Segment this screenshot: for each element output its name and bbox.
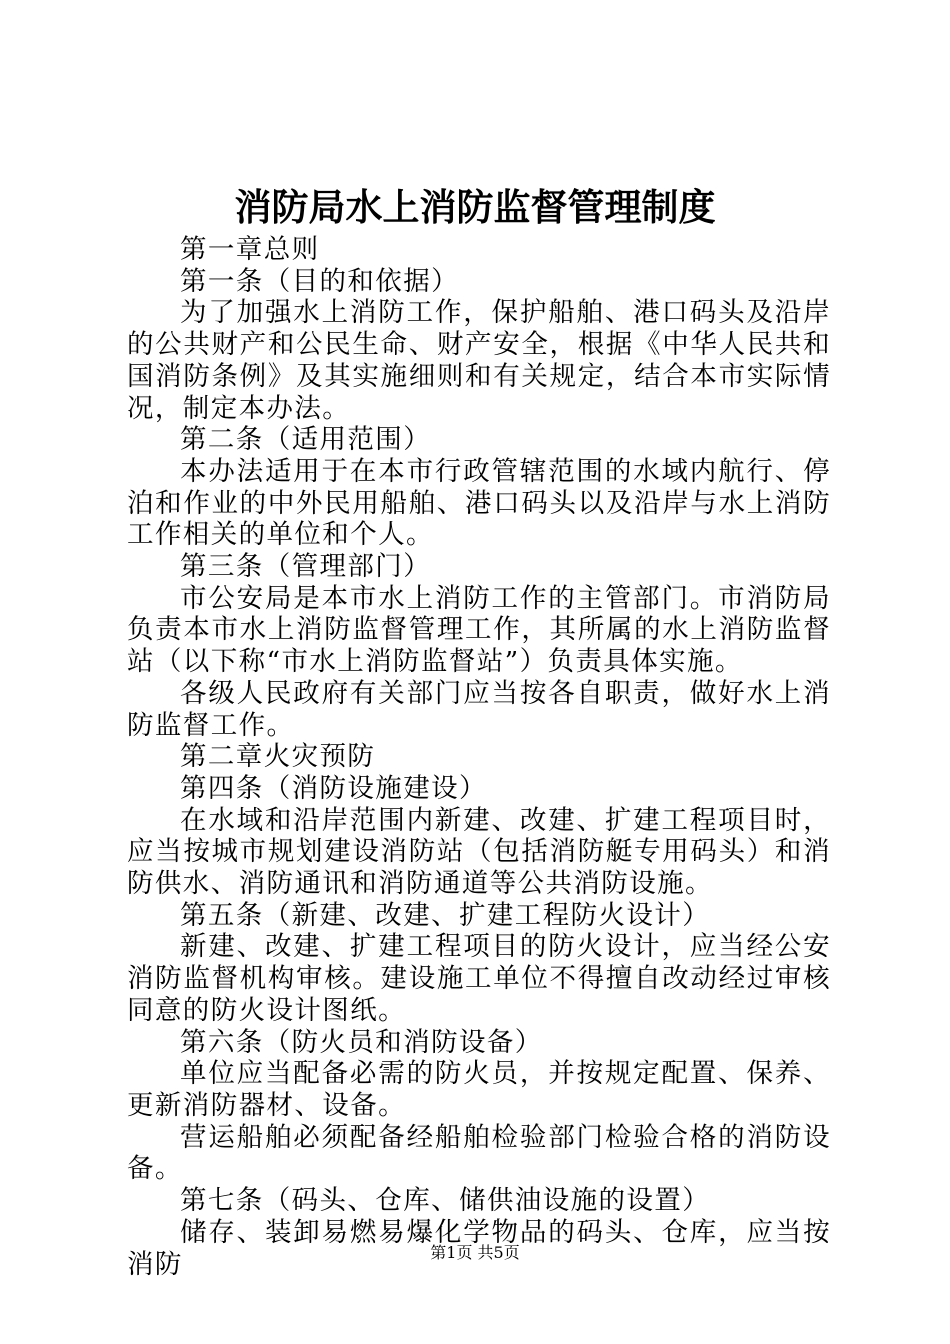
article-heading: 第四条（消防设施建设） [180,772,487,804]
article-heading: 第七条（码头、仓库、储供油设施的设置） [180,1185,711,1217]
body-paragraph: 市公安局是本市水上消防工作的主管部门。市消防局负责本市水上消防监督管理工作，其所属的水上消防监督站（以下称“市水上消防监督站”）负责具体实施。 [127,582,831,678]
article-heading: 第六条（防火员和消防设备） [180,1026,543,1058]
chapter-heading: 第一章总则 [180,234,320,265]
body-paragraph: 营运船舶必须配备经船舶检验部门检验合格的消防设备。 [127,1121,831,1185]
article-heading: 第五条（新建、改建、扩建工程防火设计） [180,899,711,931]
chapter-heading: 第二章火灾预防 [180,741,376,773]
article-heading: 第一条（目的和依据） [180,265,459,297]
body-paragraph: 单位应当配备必需的防火员，并按规定配置、保养、更新消防器材、设备。 [127,1058,831,1121]
body-paragraph: 为了加强水上消防工作，保护船舶、港口码头及沿岸的公共财产和公民生命、财产安全，根据《中华人民共和国消防条例》及其实施细则和有关规定，结合本市实际情况，制定本办法。 [127,297,831,424]
article-heading: 第三条（管理部门） [180,551,432,583]
page-number-footer: 第1页 共5页 [430,1243,520,1262]
article-heading: 第二条（适用范围） [180,424,432,456]
document-title: 消防局水上消防监督管理制度 [234,186,716,229]
body-paragraph: 储存、装卸易燃易爆化学物品的码头、仓库，应当按消防 [127,1216,831,1280]
body-paragraph: 在水域和沿岸范围内新建、改建、扩建工程项目时，应当按城市规划建设消防站（包括消防艇专用码头）和消防供水、消防通讯和消防通道等公共消防设施。 [127,804,831,900]
body-paragraph: 各级人民政府有关部门应当按各自职责，做好水上消防监督工作。 [127,677,831,741]
body-paragraph: 本办法适用于在本市行政管辖范围的水域内航行、停泊和作业的中外民用船舶、港口码头以及沿岸与水上消防工作相关的单位和个人。 [127,455,831,551]
document-body [127,234,831,1280]
body-paragraph: 新建、改建、扩建工程项目的防火设计，应当经公安消防监督机构审核。建设施工单位不得擅自改动经过审核同意的防火设计图纸。 [127,931,831,1026]
